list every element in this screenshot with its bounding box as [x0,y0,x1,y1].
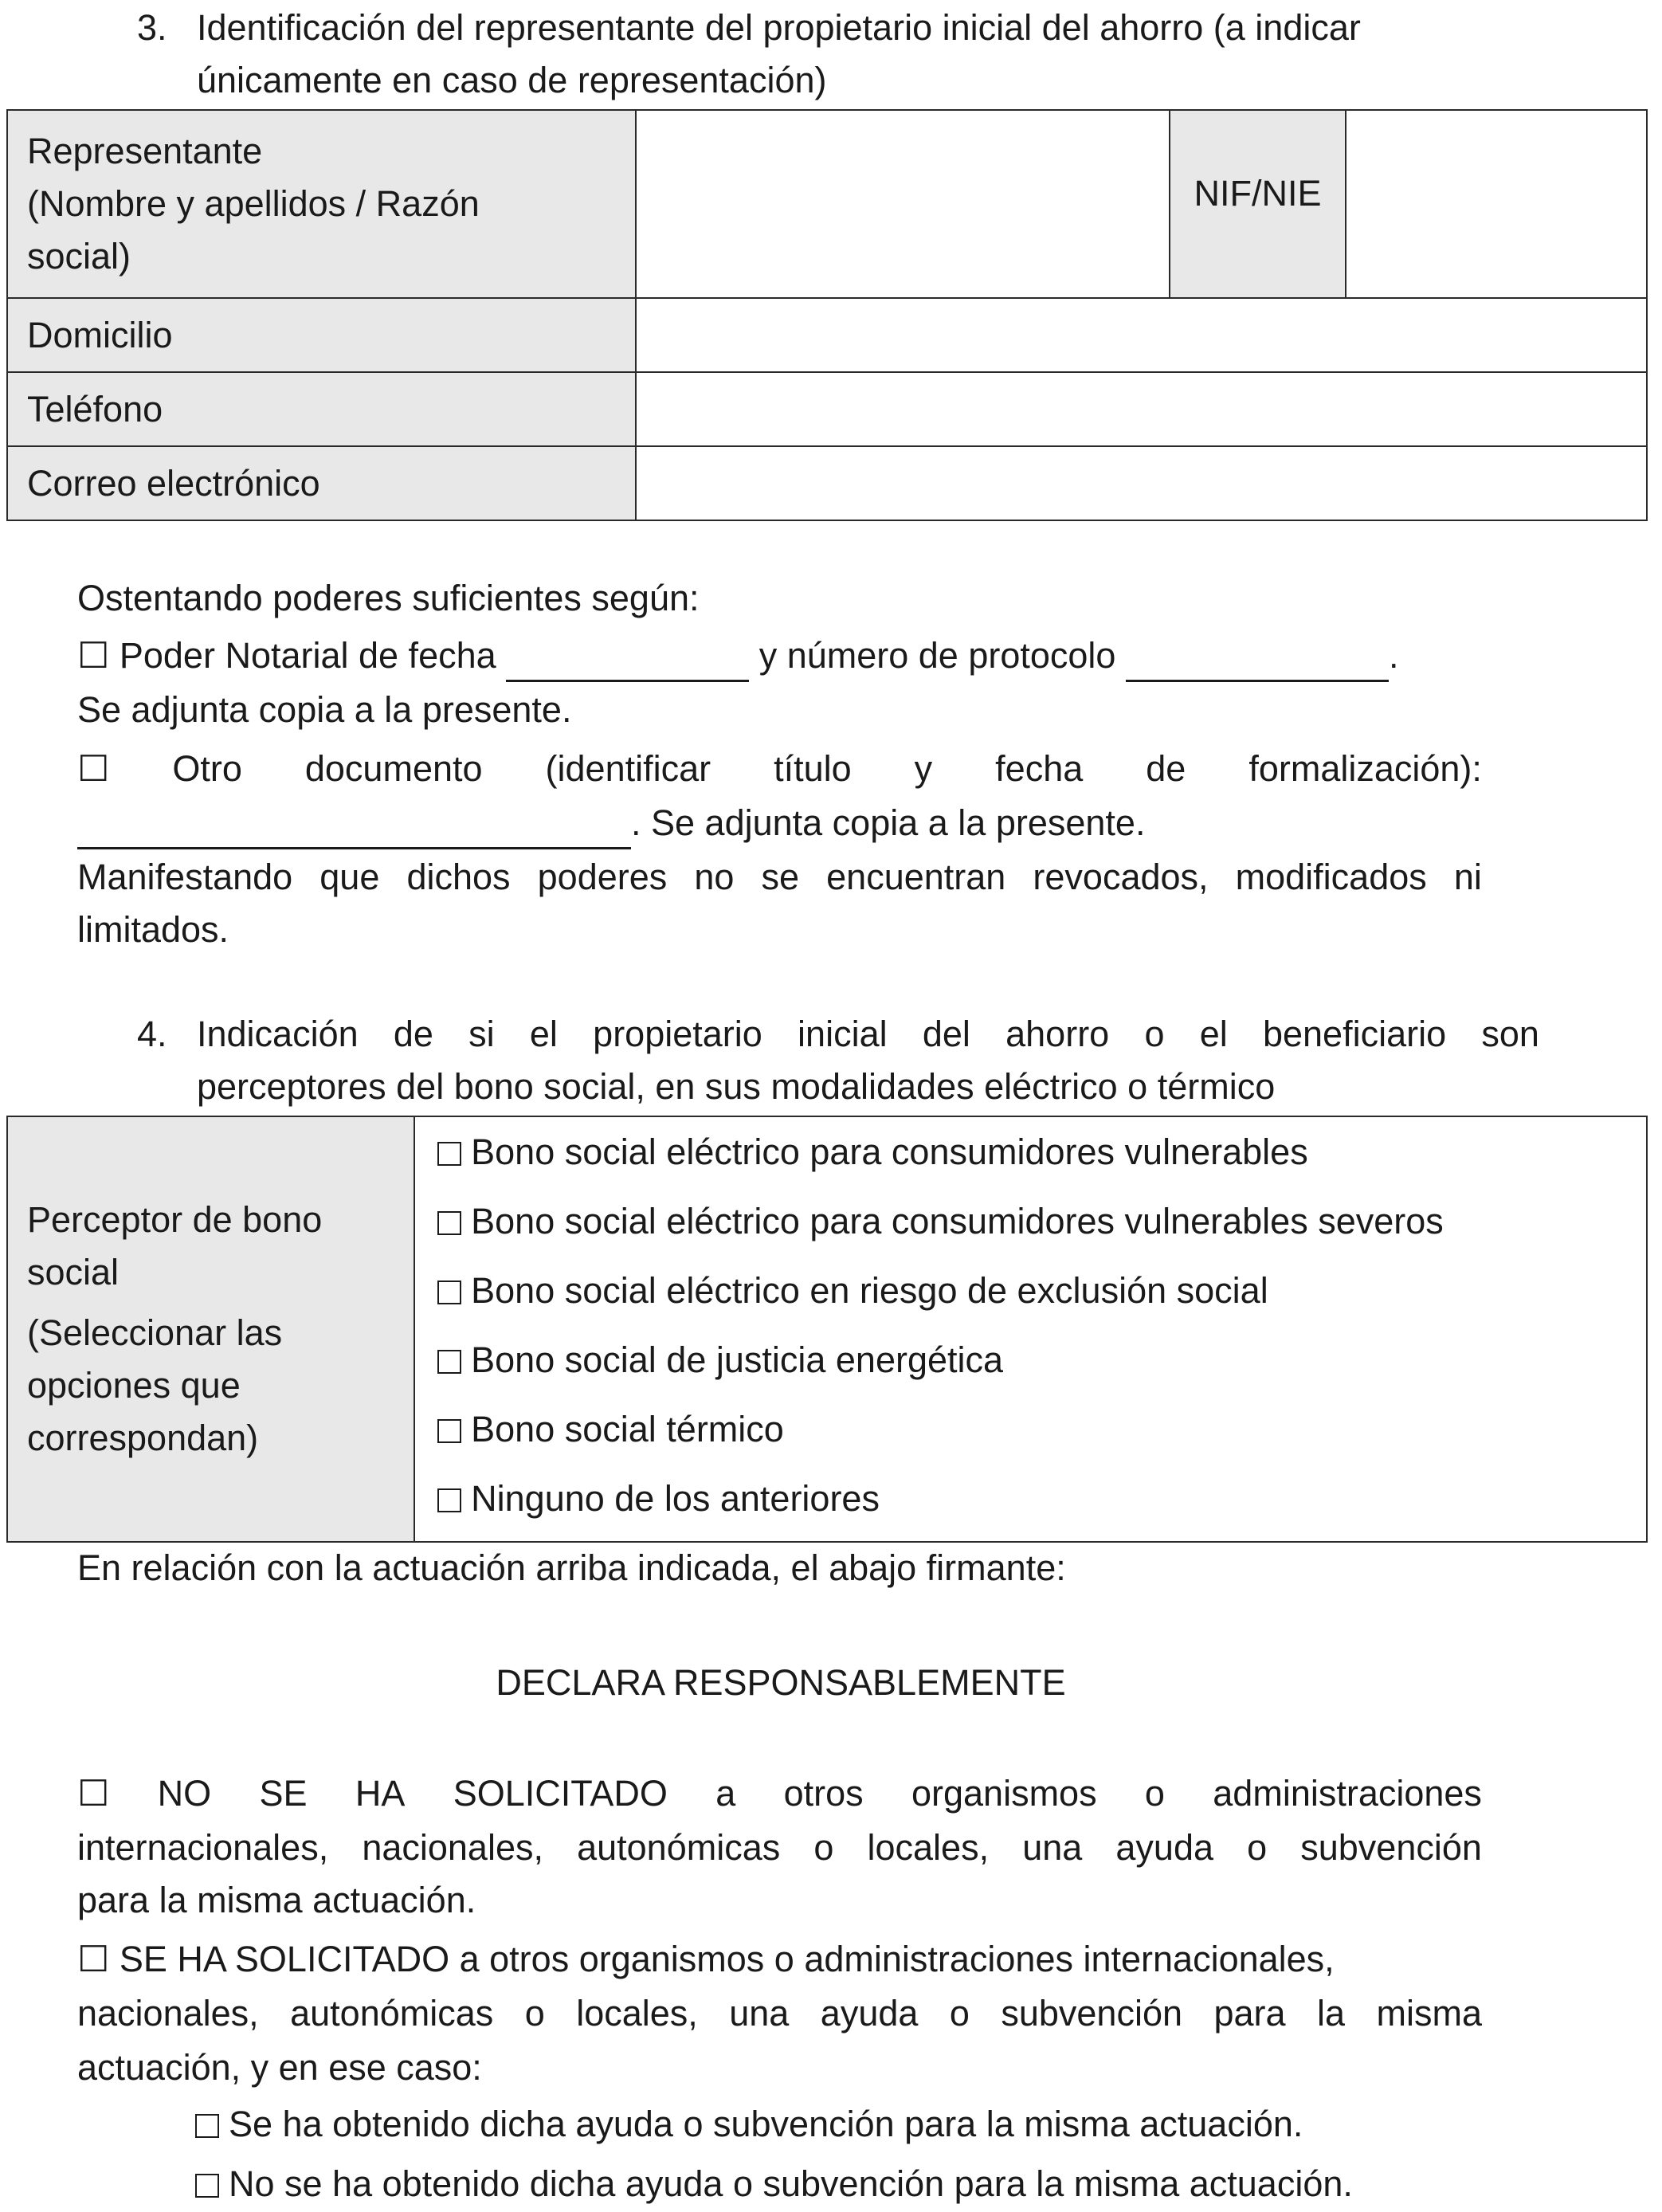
bono-option[interactable]: Bono social de justicia energética [437,1325,1627,1394]
poder-notarial-line: ☐ Poder Notarial de fecha y número de protocolo . [77,629,1398,682]
no-solicitado-checkbox[interactable]: ☐ [77,1773,110,1814]
checkbox[interactable] [195,2114,219,2138]
otro-documento-line: ☐ Otro documento (identificar título y fecha de formalización): [77,743,1482,795]
section-3-heading [137,2,1539,107]
no-solicitado-line: ☐ NO SE HA SOLICITADO a otros organismos o administraciones [77,1767,1482,1820]
bono-option[interactable]: Bono social eléctrico para consumidores vulnerables severos [437,1186,1627,1256]
poderes-intro: Ostentando poderes suficientes según: [77,578,700,618]
checkbox[interactable] [437,1350,461,1374]
domicilio-label: Domicilio [7,298,636,372]
section-title: Indicación de si el propietario inicial del ahorro o el beneficiario son perceptores del bono social, en sus modalidades eléctrico o térmico [197,1014,1539,1107]
not-obtained-option[interactable]: No se ha obtenido dicha ayuda o subvención para la misma actuación. [195,2158,1353,2210]
checkbox[interactable] [195,2174,219,2198]
checkbox[interactable] [437,1419,461,1443]
table-row [7,298,1647,372]
poder-notarial-note: Se adjunta copia a la presente. [77,689,572,730]
obtained-option[interactable]: Se ha obtenido dicha ayuda o subvención para la misma actuación. [195,2098,1303,2151]
nif-nie-label: NIF/NIE [1170,110,1346,298]
checkbox[interactable] [437,1211,461,1235]
domicilio-field[interactable] [636,298,1647,372]
no-solicitado-line3: para la misma actuación. [77,1880,476,1920]
table-row [7,372,1647,446]
section-4-heading [137,1008,1539,1113]
section-number: 3. [137,7,167,48]
bono-social-options [414,1116,1647,1542]
bono-option[interactable]: Bono social eléctrico en riesgo de exclusión social [437,1256,1627,1325]
bono-social-table [6,1116,1648,1543]
table-row [7,110,1647,298]
nif-nie-field[interactable] [1346,110,1647,298]
declaration-intro: En relación con la actuación arriba indicada, el abajo firmante: [77,1547,1066,1588]
telefono-field[interactable] [636,372,1647,446]
si-solicitado-line3: actuación, y en ese caso: [77,2047,482,2088]
protocolo-blank[interactable] [1126,638,1389,682]
declaration-heading: DECLARA RESPONSABLEMENTE [496,1662,1066,1703]
bono-option[interactable]: Ninguno de los anteriores [437,1464,1627,1533]
correo-label: Correo electrónico [7,446,636,520]
si-solicitado-line[interactable]: ☐ SE HA SOLICITADO a otros organismos o administraciones internacionales, [77,1939,1335,1979]
telefono-label: Teléfono [7,372,636,446]
bono-option[interactable]: Bono social térmico [437,1394,1627,1464]
otro-documento-line2: . Se adjunta copia a la presente. [77,797,1145,849]
section-title: Identificación del representante del propietario inicial del ahorro (a indicar únicamente en caso de representación) [197,7,1361,100]
checkbox[interactable] [437,1142,461,1166]
table-row [7,1116,1647,1542]
table-row [7,446,1647,520]
correo-field[interactable] [636,446,1647,520]
manifest-line2: limitados. [77,909,229,950]
section-number: 4. [137,1014,167,1054]
no-solicitado-line2: internacionales, nacionales, autonómicas o locales, una ayuda o subvención [77,1827,1482,1868]
representative-name-field[interactable] [636,110,1169,298]
checkbox[interactable] [437,1281,461,1304]
representative-table [6,109,1648,521]
otro-documento-checkbox[interactable]: ☐ [77,748,110,789]
bono-option[interactable]: Bono social eléctrico para consumidores vulnerables [437,1117,1627,1186]
otro-documento-blank[interactable] [77,806,631,849]
poder-notarial-checkbox[interactable]: ☐ [77,635,110,676]
checkbox[interactable] [437,1488,461,1512]
manifest-line: Manifestando que dichos poderes no se encuentran revocados, modificados ni [77,857,1482,897]
bono-social-label: Perceptor de bono social (Seleccionar las opciones que correspondan) [7,1116,414,1542]
representative-label: Representante (Nombre y apellidos / Razón social) [7,110,636,298]
si-solicitado-line2: nacionales, autonómicas o locales, una ayuda o subvención para la misma [77,1993,1482,2034]
fecha-blank[interactable] [506,638,749,682]
